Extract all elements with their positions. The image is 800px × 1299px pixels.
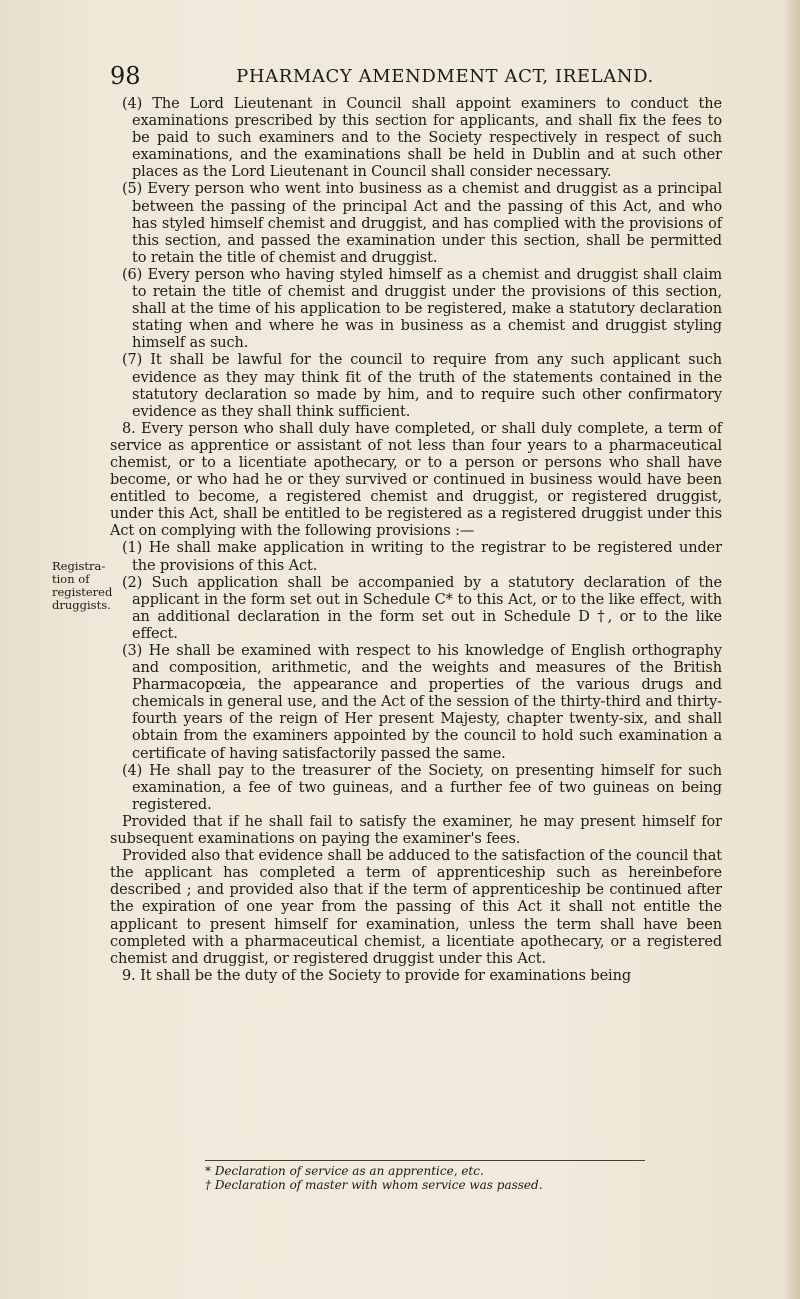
footnote-1: * Declaration of service as an apprentice, etc. [205, 1164, 484, 1178]
paragraph: 8. Every person who shall duly have completed, or shall duly complete, a term of service as apprentice or assistant of not less than four years to a pharmaceutical chemist, or to a licentiate apothecary, or to a person or persons who shall have become, or who had he or they survived or continued in business would have been entitled to become, a registered chemist and druggist, or registered druggist, under this Act, shall be entitled to be registered as a registered druggist under this Act on complying with the following provisions :— [110, 420, 722, 540]
paragraph: (6) Every person who having styled himself as a chemist and druggist shall claim to retain the title of chemist and druggist under the provisions of this section, shall at the time of his application to be registered, make a statutory declaration stating when and where he was in business as a chemist and druggist styling himself as such. [122, 266, 722, 352]
paragraph: 9. It shall be the duty of the Society to provide for examinations being [122, 967, 632, 984]
paragraph: (5) Every person who went into business as a chemist and druggist as a principal between the passing of the principal Act and the passing of this Act, and who has styled himself chemist and druggist, and has complied with the provisions of this section, and passed the examination under this section, shall be permitted to retain the title of chemist and druggist. [122, 181, 722, 266]
paragraph: (2) Such application shall be accompanied by a statutory declaration of the applicant in the form set out in Schedule C* to this Act, or to the like effect, with an additional declaration in the form set out in Schedule D †, or to the like effect. [122, 574, 722, 642]
page-number: 98 [110, 62, 141, 90]
body-text [110, 96, 722, 985]
paragraph: (3) He shall be examined with respect to his knowledge of English orthography and composition, arithmetic, and the weights and measures of the British Pharmacopœia, the appearance and properties of the various drugs and chemicals in general use, and the Act of the session of the thirty-third and thirty-fourth years of the reign of Her present Majesty, chapter twenty-six, and shall obtain from the examiners appointed by the council to hold such examination a certificate of having satisfactorily passed the same. [122, 643, 722, 762]
footnotes [205, 1160, 645, 1192]
paragraph: (7) It shall be lawful for the council to require from any such applicant such evidence as they may think fit of the truth of the statements contained in the statutory declaration so made by him, and to require such other confirmatory evidence as they shall think sufficient. [122, 352, 722, 420]
paragraph: (4) He shall pay to the treasurer of the Society, on presenting himself for such examination, a fee of two guineas, and a further fee of two guineas on being registered. [122, 762, 722, 813]
paragraph: Provided also that evidence shall be adduced to the satisfaction of the council that the applicant has completed a term of apprenticeship such as hereinbefore described ; and provided also that if the term of apprenticeship be continued after the expiration of one year from the passing of this Act it shall not entitle the applicant to present himself for examination, unless the term shall have been completed with a pharmaceutical chemist, a licentiate apothecary, or a registered chemist and druggist, or registered druggist under this Act. [110, 848, 722, 967]
page-header [110, 62, 720, 92]
page-edge [784, 0, 800, 1299]
paragraph: (4) The Lord Lieutenant in Council shall appoint examiners to conduct the examinations prescribed by this section for applicants, and shall fix the fees to be paid to such examiners and to the Society respectively in respect of such examinations, and the examinations shall be held in Dublin and at such other places as the Lord Lieutenant in Council shall consider necessary. [122, 96, 722, 181]
footnote-2: † Declaration of master with whom service was passed. [205, 1178, 543, 1192]
running-title: PHARMACY AMENDMENT ACT, IRELAND. [236, 66, 654, 87]
paragraph: (1) He shall make application in writing to the registrar to be registered under the provisions of this Act. [122, 540, 722, 574]
paragraph: Provided that if he shall fail to satisfy the examiner, he may present himself for subsequent examinations on paying the examiner's fees. [110, 813, 722, 848]
margin-note: Registra-tion of registered druggists. [52, 559, 113, 612]
